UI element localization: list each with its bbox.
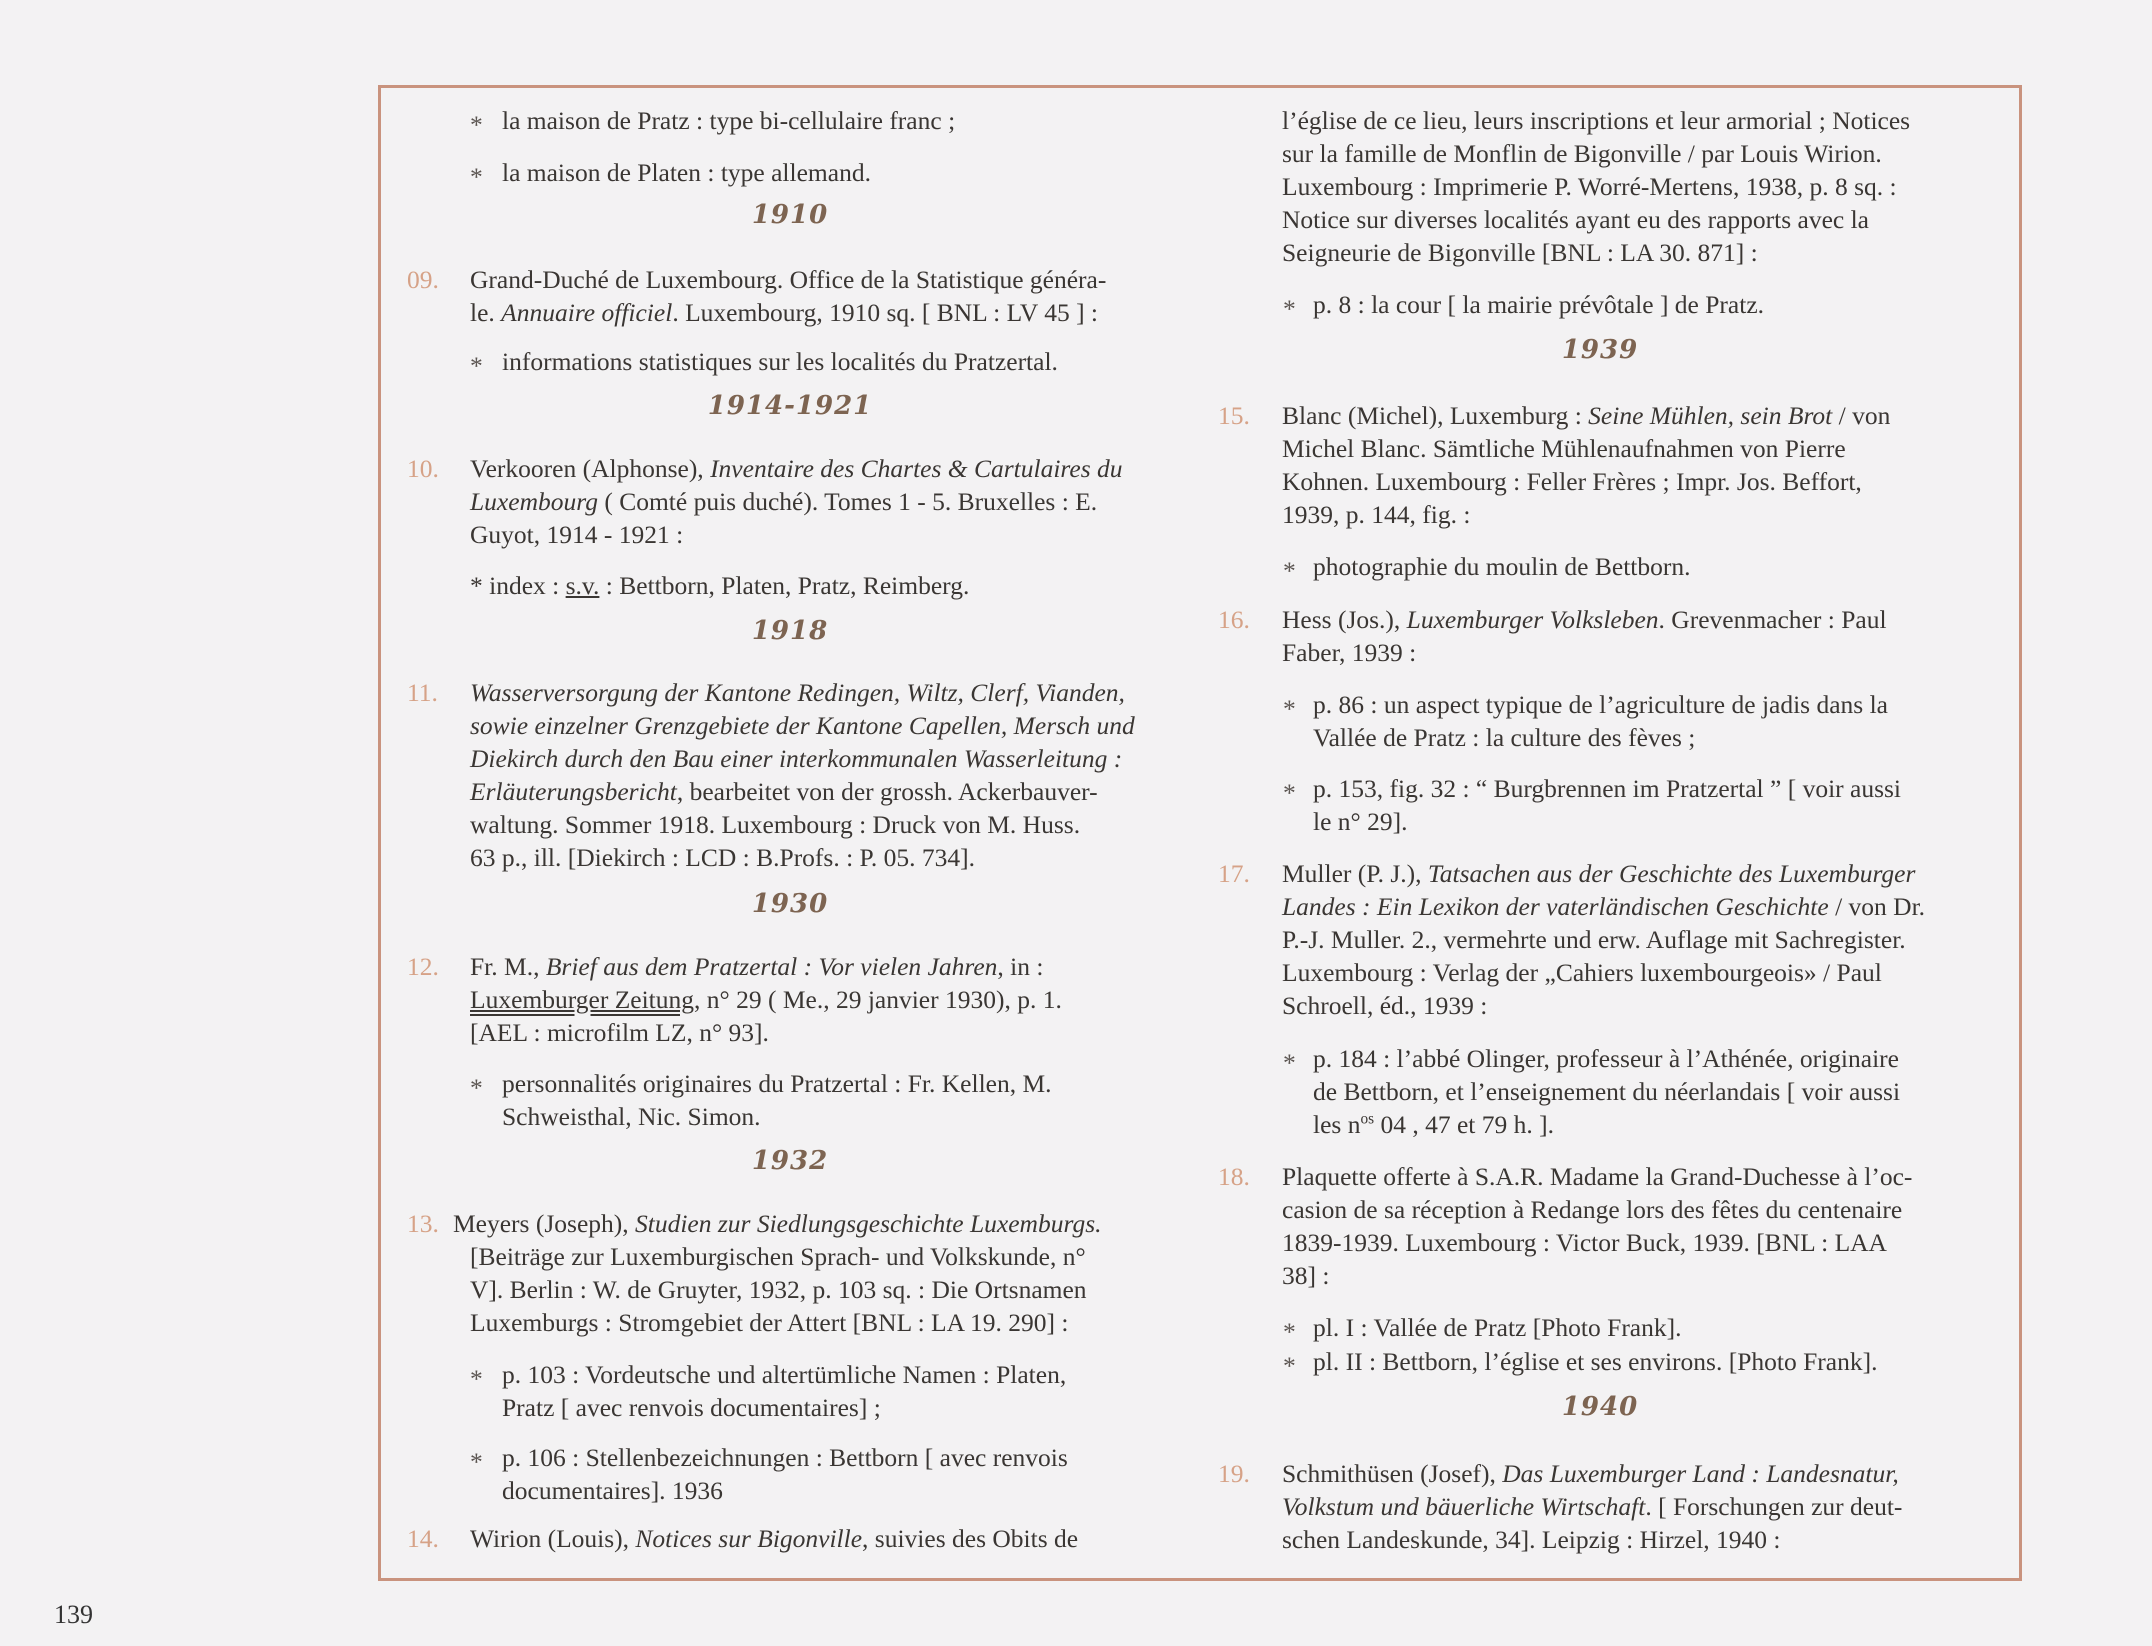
bullet-marker: * [1283,778,1296,807]
entry-line: 38] : [1282,1261,1330,1290]
bullet-item: pl. I : Vallée de Pratz [Photo Frank]. [1313,1313,1682,1342]
entry-line [470,485,1123,518]
entry-line [470,452,1123,485]
bullet-item [502,1067,1052,1133]
year-heading-1939: 1939 [1561,335,1639,365]
bullet-line: personnalités originaires du Pratzertal : Fr. Kellen, M. [502,1069,1052,1098]
bullet-marker: * [470,1447,483,1476]
entry-13-first-line [453,1207,1102,1240]
bullet-line: Schweisthal, Nic. Simon. [502,1102,761,1131]
text: . Grevenmacher : Paul [1658,605,1887,634]
text: Hess (Jos.), [1282,605,1407,634]
entry-line: l’église de ce lieu, leurs inscriptions et leur armorial ; Notices [1282,106,1911,135]
entry-line: Kohnen. Luxembourg : Feller Frères ; Impr. Jos. Beffort, [1282,467,1862,496]
title-italic: Studien zur Siedlungsgeschichte Luxemburgs. [635,1209,1102,1238]
entry-number: 19. [1218,1459,1250,1488]
entry-line: sur la famille de Monflin de Bigonville / par Louis Wirion. [1282,139,1882,168]
entry-number: 11. [407,678,438,707]
text: / von Dr. [1828,892,1926,921]
entry-line: Michel Blanc. Sämtliche Mühlenaufnahmen von Pierre [1282,434,1846,463]
entry-number: 18. [1218,1162,1250,1191]
entry-number: 17. [1218,859,1250,888]
title-italic: Annuaire officiel [501,298,673,327]
text: . Luxembourg, 1910 sq. [ BNL : LV 45 ] : [672,298,1099,327]
entry-line [1282,1457,1902,1490]
entry-line: schen Landeskunde, 34]. Leipzig : Hirzel, 1940 : [1282,1525,1781,1554]
entry-number: 16. [1218,605,1250,634]
page-number: 139 [54,1600,93,1629]
bullet-marker: * [470,351,483,380]
bullet-line: Vallée de Pratz : la culture des fèves ; [1313,723,1696,752]
text: . [ Forschungen zur deut- [1645,1492,1903,1521]
text: : Bettborn, Platen, Pratz, Reimberg. [599,571,970,600]
bullet-item [1313,1042,1900,1141]
entry-line: Luxemburgs : Stromgebiet der Attert [BNL : LA 19. 290] : [470,1308,1069,1337]
bullet-marker: * [1283,1048,1296,1077]
bullet-item: la maison de Platen : type allemand. [502,158,871,187]
text: * index : [470,571,566,600]
title-italic: Erläuterungsbericht [470,777,677,806]
bullet-item [502,1358,1066,1424]
entry-line [1282,399,1890,432]
journal-title-underlined: Luxemburger Zeitung [470,985,695,1014]
text: Schmithüsen (Josef), [1282,1459,1503,1488]
entry-line: Diekirch durch den Bau einer interkommunalen Wasserleitung : [470,744,1123,773]
superscript: os [1360,1110,1375,1128]
text: Meyers (Joseph), [453,1209,635,1238]
entry-line: Wasserversorgung der Kantone Redingen, Wiltz, Clerf, Vianden, [470,678,1125,707]
entry-16 [1282,603,1887,669]
bullet-marker: * [1283,294,1296,323]
title-italic: Tatsachen aus der Geschichte des Luxemburger [1427,859,1916,888]
bullet-marker: * [1283,694,1296,723]
text: les n [1313,1110,1361,1139]
bullet-marker: * [1283,556,1296,585]
bullet-item [470,569,969,602]
bullet-line: documentaires]. 1936 [502,1476,723,1505]
entry-line: Grand-Duché de Luxembourg. Office de la Statistique généra- [470,265,1107,294]
entry-line: Seigneurie de Bigonville [BNL : LA 30. 871] : [1282,238,1758,267]
year-heading-1910: 1910 [751,200,829,230]
text: Fr. M., [470,952,546,981]
entry-line [470,983,1062,1016]
bullet-line: de Bettborn, et l’enseignement du néerlandais [ voir aussi [1313,1077,1901,1106]
year-heading-1914-1921: 1914-1921 [707,391,873,421]
entry-line [1282,1490,1902,1523]
bullet-item [1313,772,1901,838]
title-italic: Inventaire des Chartes & Cartulaires du [710,454,1123,483]
bullet-marker: * [470,162,483,191]
title-italic: Brief aus dem Pratzertal : Vor vielen Jahren [545,952,998,981]
year-heading-1918: 1918 [751,616,829,646]
year-heading-1940: 1940 [1561,1392,1639,1422]
bullet-line: Pratz [ avec renvois documentaires] ; [502,1393,881,1422]
entry-line: 1939, p. 144, fig. : [1282,500,1471,529]
entry-10 [470,452,1123,551]
bullet-marker: * [1283,1317,1296,1346]
entry-line: [AEL : microfilm LZ, n° 93]. [470,1018,769,1047]
text: Muller (P. J.), [1282,859,1428,888]
entry-12 [470,950,1062,1049]
entry-14 [470,1522,1078,1555]
bullet-item: informations statistiques sur les localités du Pratzertal. [502,347,1058,376]
bullet-line: le n° 29]. [1313,807,1408,836]
entry-line [470,950,1062,983]
bullet-item: pl. II : Bettborn, l’église et ses environs. [Photo Frank]. [1313,1347,1878,1376]
entry-line: P.-J. Muller. 2., vermehrte und erw. Auflage mit Sachregister. [1282,925,1906,954]
text: Wirion (Louis), [470,1524,636,1553]
entry-line: Plaquette offerte à S.A.R. Madame la Grand-Duchesse à l’oc- [1282,1162,1913,1191]
entry-number: 13. [407,1209,439,1238]
entry-number: 14. [407,1524,439,1553]
title-italic: Landes : Ein Lexikon der vaterländischen Geschichte [1282,892,1829,921]
entry-19 [1282,1457,1902,1556]
entry-line [1282,857,1925,890]
entry-line: V]. Berlin : W. de Gruyter, 1932, p. 103 sq. : Die Ortsnamen [470,1275,1087,1304]
entry-number: 12. [407,952,439,981]
entry-line: sowie einzelner Grenzgebiete der Kantone Capellen, Mersch und [470,711,1135,740]
entry-number: 09. [407,265,439,294]
entry-line [1282,890,1925,923]
entry-line: Luxembourg : Verlag der „Cahiers luxembourgeois» / Paul [1282,958,1882,987]
entry-line: Notice sur diverses localités ayant eu des rapports avec la [1282,205,1869,234]
entry-17 [1282,857,1925,1022]
entry-line: Guyot, 1914 - 1921 : [470,520,684,549]
entry-line: waltung. Sommer 1918. Luxembourg : Druck von M. Huss. [470,810,1081,839]
text: Blanc (Michel), Luxemburg : [1282,401,1589,430]
entry-14-continued [1282,104,1910,269]
text: ( Comté puis duché). Tomes 1 - 5. Bruxelles : E. [597,487,1098,516]
entry-line [470,775,1135,808]
text: / von [1832,401,1891,430]
title-italic: Luxemburger Volksleben [1406,605,1659,634]
bullet-item [1313,688,1888,754]
text: 04 , 47 et 79 h. ]. [1374,1110,1554,1139]
entry-11 [470,676,1135,874]
entry-line: 63 p., ill. [Diekirch : LCD : B.Profs. : P. 05. 734]. [470,843,976,872]
text: Verkooren (Alphonse), [470,454,711,483]
entry-number: 10. [407,454,439,483]
title-italic: Das Luxemburger Land : Landesnatur, [1502,1459,1899,1488]
entry-line [1282,603,1887,636]
title-italic: Luxembourg [470,487,598,516]
entry-18 [1282,1160,1912,1292]
entry-09 [470,263,1106,329]
entry-line: Faber, 1939 : [1282,638,1417,667]
entry-line: [Beiträge zur Luxemburgischen Sprach- und Volkskunde, n° [470,1242,1086,1271]
entry-line: casion de sa réception à Redange lors des fêtes du centenaire [1282,1195,1903,1224]
entry-line: Luxembourg : Imprimerie P. Worré-Mertens, 1938, p. 8 sq. : [1282,172,1897,201]
text: le. [470,298,502,327]
year-heading-1930: 1930 [751,889,829,919]
bullet-marker: * [470,1073,483,1102]
title-italic: Volkstum und bäuerliche Wirtschaft [1282,1492,1646,1521]
bullet-line: p. 103 : Vordeutsche und altertümliche Namen : Platen, [502,1360,1067,1389]
entry-13 [470,1240,1087,1339]
bullet-line: p. 184 : l’abbé Olinger, professeur à l’Athénée, originaire [1313,1044,1899,1073]
bullet-line: p. 106 : Stellenbezeichnungen : Bettborn [ avec renvois [502,1443,1068,1472]
bullet-item: p. 8 : la cour [ la mairie prévôtale ] de Pratz. [1313,290,1765,319]
title-italic: Seine Mühlen, sein Brot [1588,401,1833,430]
text: , in : [997,952,1044,981]
abbreviation-underlined: s.v. [565,571,600,600]
bullet-line: p. 86 : un aspect typique de l’agriculture de jadis dans la [1313,690,1888,719]
bullet-item: la maison de Pratz : type bi-cellulaire franc ; [502,106,956,135]
bullet-marker: * [470,110,483,139]
title-italic: Notices sur Bigonville [635,1524,863,1553]
text: , bearbeitet von der grossh. Ackerbauver- [676,777,1098,806]
bullet-marker: * [1283,1351,1296,1380]
entry-line: 1839-1939. Luxembourg : Victor Buck, 1939. [BNL : LAA [1282,1228,1887,1257]
bullet-line [1313,1108,1900,1141]
bullet-marker: * [470,1364,483,1393]
entry-15 [1282,399,1890,531]
bullet-item [502,1441,1068,1507]
entry-line: Schroell, éd., 1939 : [1282,991,1488,1020]
text: , n° 29 ( Me., 29 janvier 1930), p. 1. [694,985,1062,1014]
bullet-line: p. 153, fig. 32 : “ Burgbrennen im Pratzertal ” [ voir aussi [1313,774,1902,803]
entry-number: 15. [1218,401,1250,430]
text: , suivies des Obits de [862,1524,1079,1553]
bullet-item: photographie du moulin de Bettborn. [1313,552,1691,581]
entry-line [470,296,1106,329]
year-heading-1932: 1932 [751,1146,829,1176]
